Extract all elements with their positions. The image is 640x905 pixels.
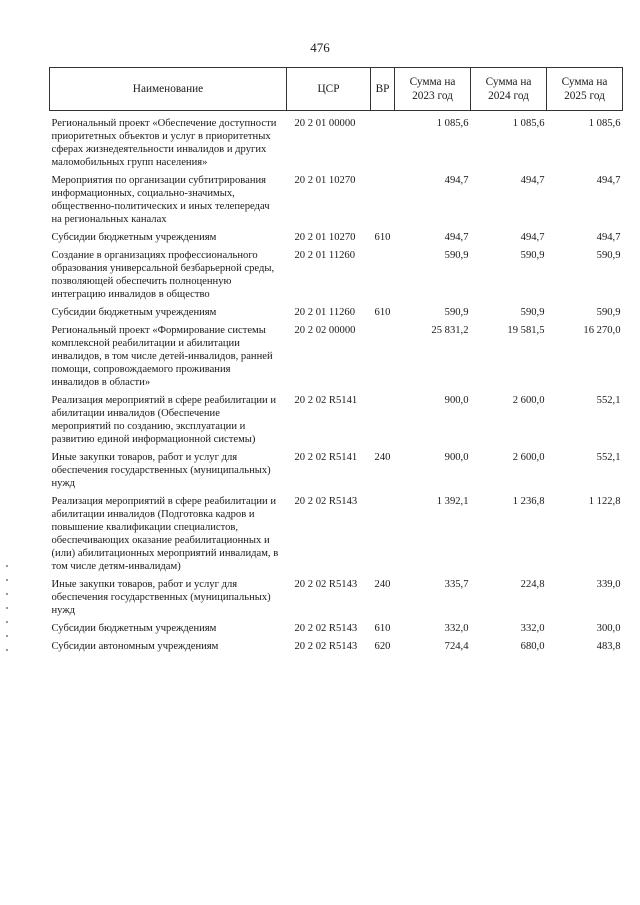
row-vr: [371, 394, 395, 451]
row-csr: 20 2 02 R5141: [294, 395, 358, 406]
header-sum-2023: Сумма на 2023 год: [395, 68, 471, 111]
row-sum-2024: 19 581,5: [507, 325, 545, 336]
row-name: Реализация мероприятий в сфере реабилитации и абилитации инвалидов (Подготовка кадров и повышение квалификации специалистов, обеспечивающих оказание реабилитационных и (или) абилитационных мероприятий инвалидам, в том числе детям-инвалидам): [51, 496, 279, 572]
row-sum-2025: 494,7: [596, 232, 621, 243]
row-csr: 20 2 01 10270: [294, 232, 356, 243]
row-name: Иные закупки товаров, работ и услуг для обеспечения государственных (муниципальных) нужд: [51, 452, 271, 489]
row-vr: 610: [374, 307, 391, 318]
row-vr: 240: [374, 452, 391, 463]
table-row: [50, 174, 623, 231]
row-vr: 240: [374, 579, 391, 590]
row-sum-2023: 335,7: [444, 579, 469, 590]
table-row: [50, 231, 623, 249]
row-csr: 20 2 01 10270: [294, 175, 356, 186]
row-sum-2025: 339,0: [596, 579, 621, 590]
row-sum-2025: 590,9: [596, 307, 621, 318]
row-name: Реализация мероприятий в сфере реабилитации и абилитации инвалидов (Обеспечение мероприятий по созданию, эксплуатации и развитию единой информационной системы): [51, 395, 277, 445]
row-sum-2025: 1 085,6: [588, 118, 621, 129]
header-sum-2024: Сумма на 2024 год: [471, 68, 547, 111]
header-vr: ВР: [371, 68, 395, 111]
row-name: Субсидии бюджетным учреждениям: [51, 307, 217, 318]
row-sum-2025: 552,1: [596, 395, 621, 406]
row-csr: 20 2 02 R5143: [294, 641, 358, 652]
row-csr: 20 2 02 00000: [294, 325, 356, 336]
row-vr: [371, 324, 395, 394]
table-row: [50, 306, 623, 324]
table-row: [50, 111, 623, 175]
table-row: [50, 394, 623, 451]
row-vr: 610: [374, 232, 391, 243]
row-sum-2023: 900,0: [444, 395, 469, 406]
row-csr: 20 2 02 R5141: [294, 452, 358, 463]
row-sum-2024: 2 600,0: [512, 395, 545, 406]
row-name: Субсидии бюджетным учреждениям: [51, 232, 217, 243]
row-csr: 20 2 02 R5143: [294, 623, 358, 634]
row-vr: 610: [374, 623, 391, 634]
table-row: [50, 451, 623, 495]
row-csr: 20 2 02 R5143: [294, 496, 358, 507]
row-vr: [371, 249, 395, 306]
header-name: Наименование: [50, 68, 287, 111]
table-header-row: [50, 68, 623, 111]
row-name: Региональный проект «Формирование системы комплексной реабилитации и абилитации инвалидов, в том числе детей-инвалидов, ранней помощи, сопровождаемого проживания инвалидов в области»: [51, 325, 273, 388]
row-sum-2023: 590,9: [444, 307, 469, 318]
row-sum-2024: 332,0: [520, 623, 545, 634]
row-sum-2024: 1 085,6: [512, 118, 545, 129]
row-name: Субсидии бюджетным учреждениям: [51, 623, 217, 634]
row-sum-2024: 590,9: [520, 307, 545, 318]
row-csr: 20 2 02 R5143: [294, 579, 358, 590]
row-sum-2024: 590,9: [520, 250, 545, 261]
row-sum-2023: 332,0: [444, 623, 469, 634]
row-sum-2025: 590,9: [596, 250, 621, 261]
row-sum-2024: 224,8: [520, 579, 545, 590]
row-sum-2024: 680,0: [520, 641, 545, 652]
row-sum-2023: 724,4: [444, 641, 469, 652]
row-sum-2023: 1 392,1: [436, 496, 469, 507]
row-vr: [371, 495, 395, 578]
row-csr: 20 2 01 11260: [294, 307, 356, 318]
header-sum-2025: Сумма на 2025 год: [547, 68, 623, 111]
row-sum-2024: 1 236,8: [512, 496, 545, 507]
row-vr: [371, 174, 395, 231]
row-sum-2024: 494,7: [520, 175, 545, 186]
table-row: [50, 640, 623, 658]
row-name: Региональный проект «Обеспечение доступности приоритетных объектов и услуг в приоритетных сферах жизнедеятельности инвалидов и других маломобильных групп населения»: [51, 118, 277, 168]
row-sum-2024: 2 600,0: [512, 452, 545, 463]
row-csr: 20 2 01 00000: [294, 118, 356, 129]
row-csr: 20 2 01 11260: [294, 250, 356, 261]
row-sum-2025: 483,8: [596, 641, 621, 652]
row-sum-2025: 552,1: [596, 452, 621, 463]
row-vr: 620: [374, 641, 391, 652]
row-sum-2023: 494,7: [444, 232, 469, 243]
row-sum-2025: 494,7: [596, 175, 621, 186]
table-row: [50, 324, 623, 394]
page-number: 476: [310, 40, 330, 55]
row-name: Мероприятия по организации субтитрирования информационных, социально-значимых, общественно-политических и иных телепередач на региональных каналах: [51, 175, 270, 225]
row-sum-2023: 25 831,2: [431, 325, 469, 336]
table-row: [50, 622, 623, 640]
row-name: Субсидии автономным учреждениям: [51, 641, 219, 652]
row-sum-2025: 300,0: [596, 623, 621, 634]
row-sum-2023: 1 085,6: [436, 118, 469, 129]
row-vr: [371, 111, 395, 175]
budget-table: [49, 67, 623, 658]
row-sum-2023: 494,7: [444, 175, 469, 186]
row-sum-2024: 494,7: [520, 232, 545, 243]
margin-mark: [4, 565, 10, 675]
row-name: Создание в организациях профессионального образования универсальной безбарьерной среды, позволяющей обеспечить полноценную интеграцию инвалидов в общество: [51, 250, 275, 300]
header-csr: ЦСР: [287, 68, 371, 111]
row-sum-2025: 1 122,8: [588, 496, 621, 507]
table-row: [50, 249, 623, 306]
table-row: [50, 495, 623, 578]
row-sum-2023: 590,9: [444, 250, 469, 261]
row-sum-2023: 900,0: [444, 452, 469, 463]
row-sum-2025: 16 270,0: [583, 325, 621, 336]
table-row: [50, 578, 623, 622]
row-name: Иные закупки товаров, работ и услуг для обеспечения государственных (муниципальных) нужд: [51, 579, 271, 616]
